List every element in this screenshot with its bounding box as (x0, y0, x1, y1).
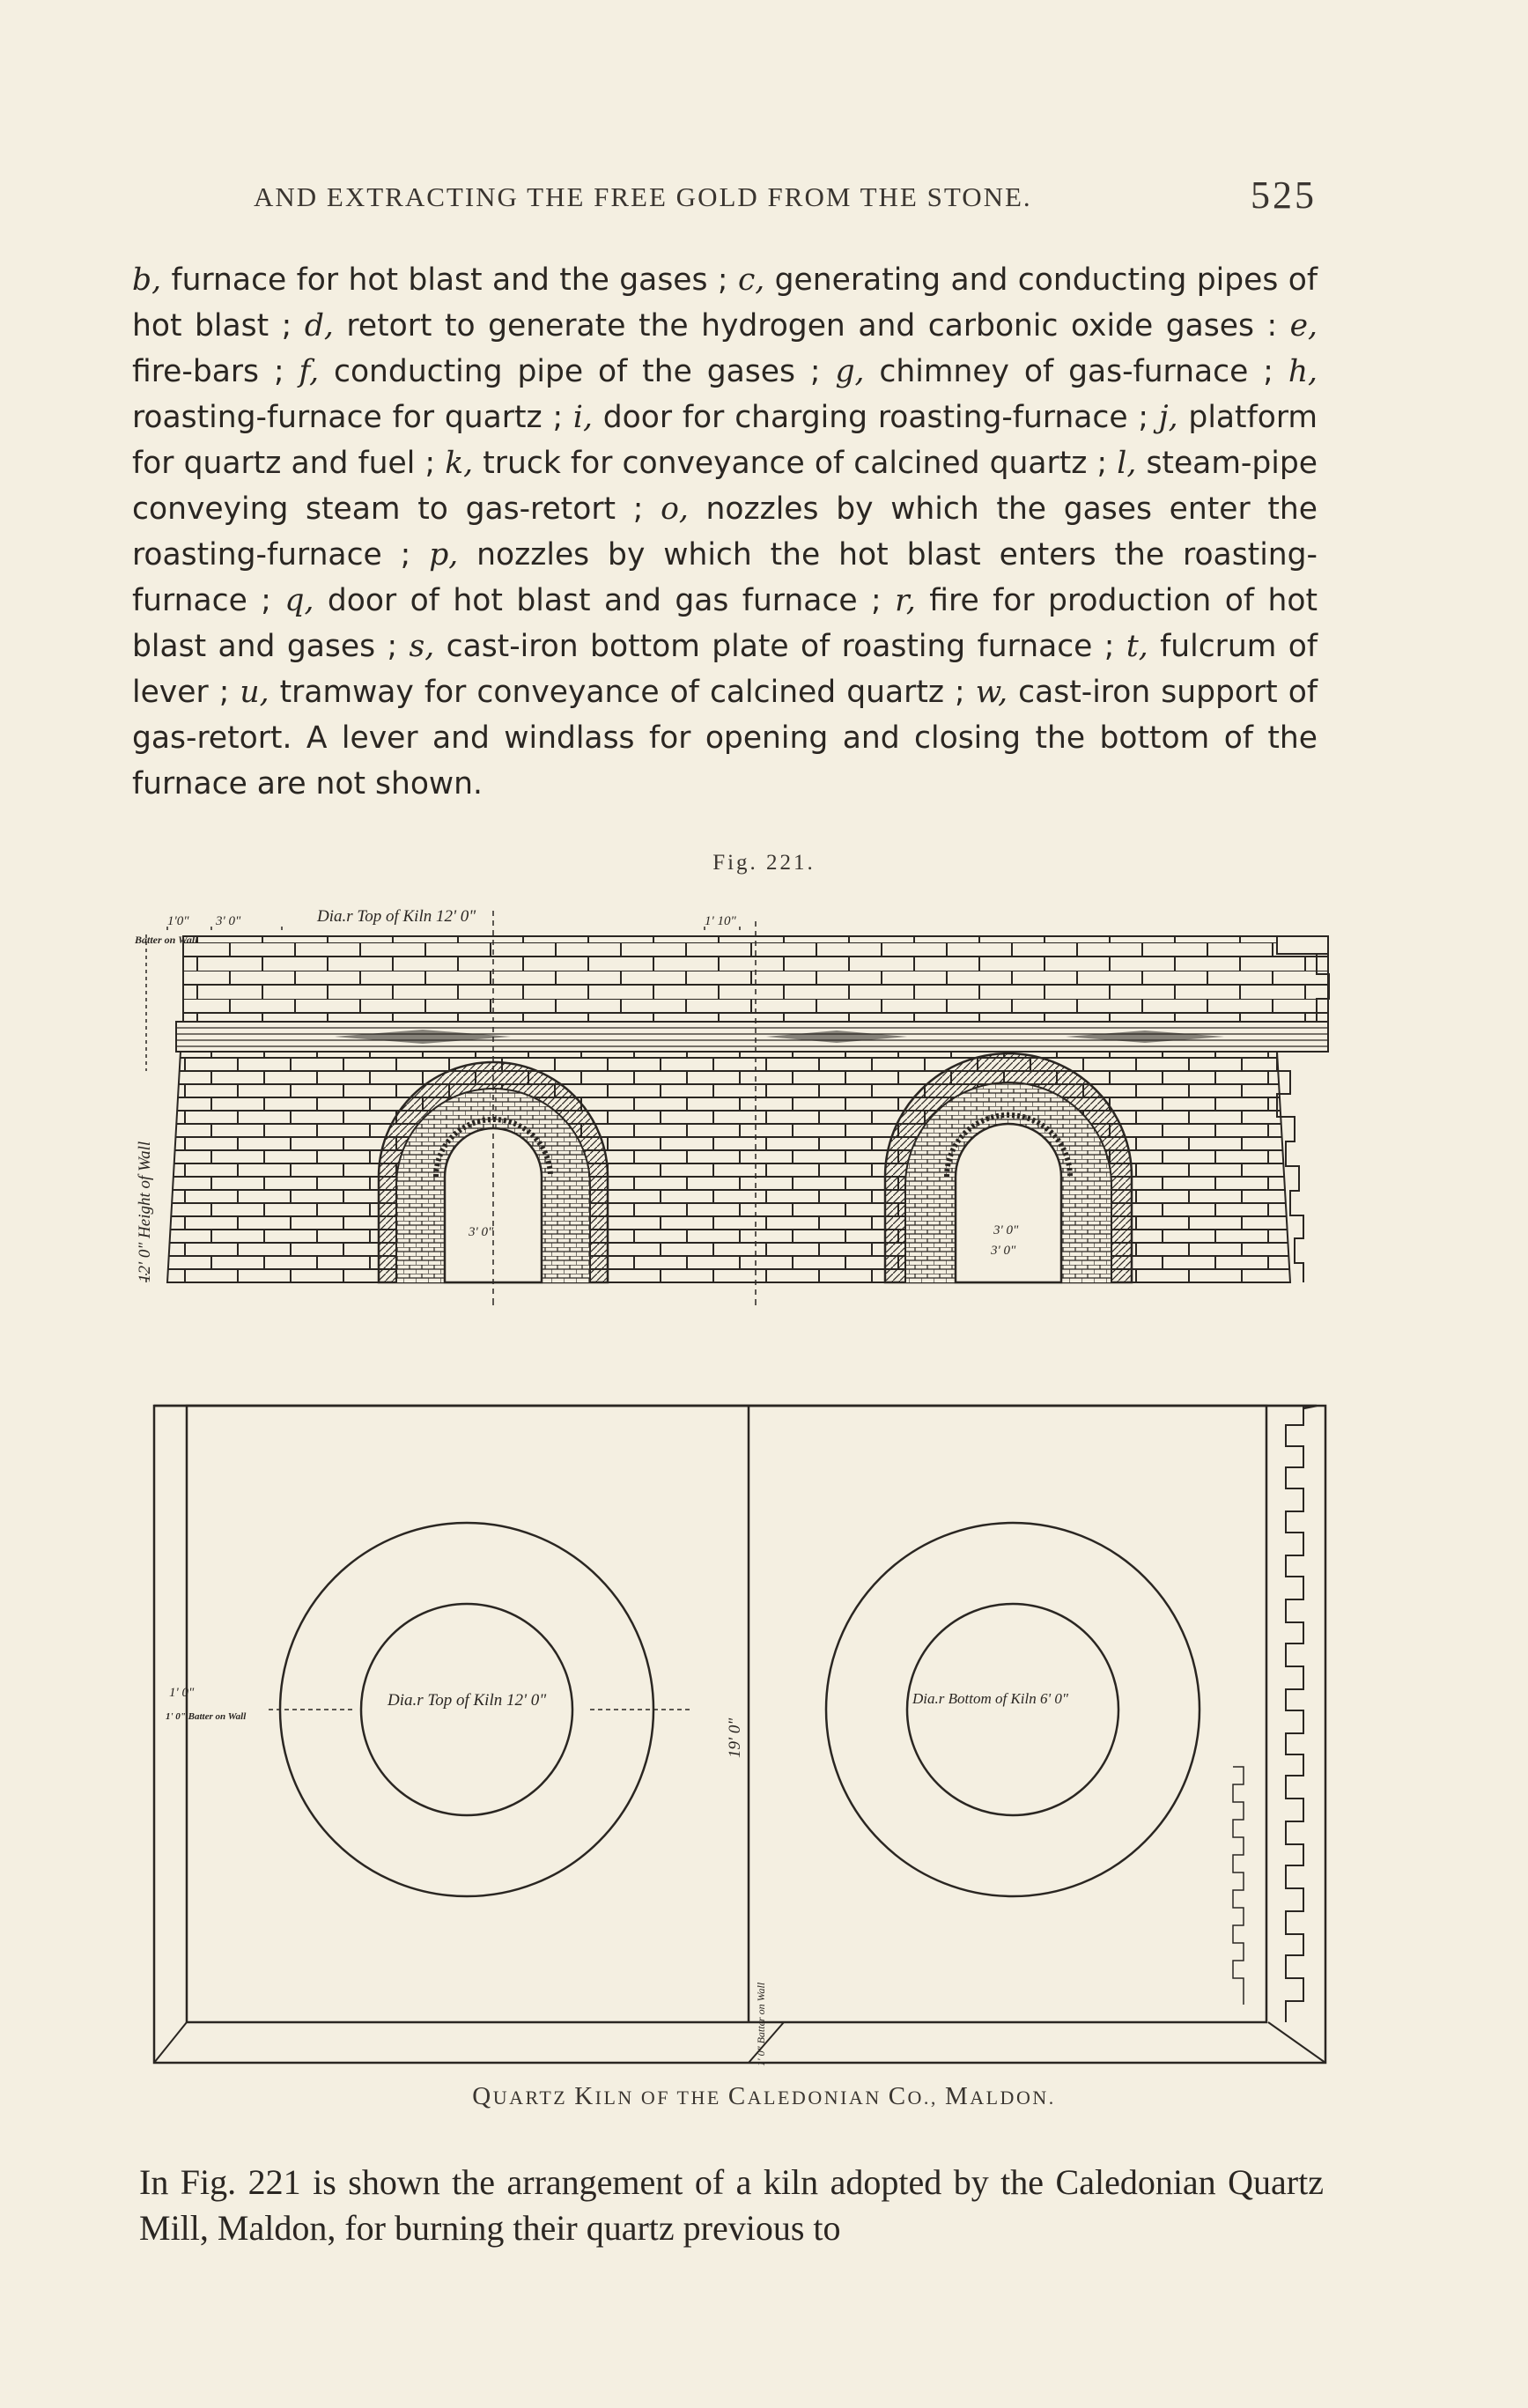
legend-text: nozzles by which the hot blast enters the roasting-furnace ; (132, 537, 1318, 618)
plan-batter-left-1: 1' 0" (169, 1686, 195, 1700)
legend-key: c, (737, 262, 765, 298)
legend-text: fulcrum of lever ; (132, 629, 1318, 710)
legend-text: conducting pipe of the gases ; (319, 354, 836, 389)
batter-on-wall-label: Batter on Wall (135, 934, 198, 946)
arch-offset-label: 3' 0" (216, 914, 241, 928)
legend-paragraph (132, 257, 1318, 807)
legend-text: furnace for hot blast and the gases ; (161, 262, 738, 298)
page-number: 525 (1251, 174, 1317, 217)
right-offset-label: 1' 10" (705, 914, 736, 928)
legend-key: b, (132, 262, 162, 298)
plan-top-kiln-label: Dia.r Top of Kiln 12' 0" (388, 1691, 547, 1710)
legend-text: nozzles by which the gases enter the roasting-furnace ; (132, 491, 1318, 572)
right-kiln-inner-circle (907, 1604, 1118, 1815)
left-kiln-inner-circle (361, 1604, 572, 1815)
right-door-height-label: 3' 0" (991, 1244, 1016, 1258)
right-kiln-outer-circle (826, 1523, 1200, 1896)
legend-text: retort to generate the hydrogen and carbonic oxide gases : (333, 308, 1290, 343)
legend-text: door for charging roasting-furnace ; (592, 400, 1159, 435)
legend-text: generating and conducting pipes of hot blast ; (132, 262, 1318, 343)
legend-key: k, (445, 446, 474, 481)
legend-key: l, (1117, 446, 1137, 481)
legend-key: q, (284, 583, 314, 618)
legend-key: u, (240, 675, 269, 710)
legend-text: truck for conveyance of calcined quartz ; (473, 446, 1118, 481)
legend-key: g, (835, 354, 865, 389)
legend-key: e, (1289, 308, 1318, 343)
batter-offset-label: 1'0" (167, 914, 189, 928)
elevation-top-kiln-label: Dia.r Top of Kiln 12' 0" (317, 907, 476, 926)
legend-key: f, (299, 354, 320, 389)
legend-key: s, (409, 629, 435, 664)
legend-text: cast-iron support of gas-retort. A lever and windlass for opening and closing the bottom of the furnace are not shown. (132, 675, 1318, 801)
legend-key: i, (572, 400, 593, 435)
legend-text: door of hot blast and gas furnace ; (314, 583, 896, 618)
legend-text: tramway for conveyance of calcined quartz ; (269, 675, 976, 710)
plan-width-label: 19' 0" (726, 1717, 744, 1758)
legend-key: h, (1288, 354, 1318, 389)
legend-text: steam-pipe conveying steam to gas-retort ; (132, 446, 1318, 527)
legend-key: p, (429, 537, 459, 572)
kiln-figure (132, 886, 1330, 2075)
legend-text: chimney of gas-furnace ; (864, 354, 1288, 389)
running-head: AND EXTRACTING THE FREE GOLD FROM THE STONE. (254, 181, 1032, 212)
legend-text: platform for quartz and fuel ; (132, 400, 1318, 481)
legend-text: fire for production of hot blast and gases ; (132, 583, 1318, 664)
kiln-drawing (132, 886, 1330, 2075)
legend-key: o, (661, 491, 689, 527)
plan-batter-bottom-label: 1' 0" Batter on Wall (755, 1982, 767, 2066)
plan-batter-left-label: 1' 0" Batter on Wall (166, 1711, 247, 1722)
left-door-width-label: 3' 0" (469, 1225, 494, 1239)
figure-label: Fig. 221. (712, 851, 816, 875)
legend-text: roasting-furnace for quartz ; (132, 400, 573, 435)
legend-key: j, (1158, 400, 1178, 435)
legend-key: w, (975, 675, 1008, 710)
stone-band (176, 1022, 1328, 1052)
figure-caption: QUARTZ KILN OF THE CALEDONIAN CO., MALDON. (472, 2082, 1056, 2110)
legend-key: t, (1126, 629, 1148, 664)
continuation-paragraph: In Fig. 221 is shown the arrangement of a kiln adopted by the Caledonian Quartz Mill, Maldon, for burning their quartz previous to (139, 2162, 1324, 2248)
right-door-width-label: 3' 0" (993, 1223, 1019, 1237)
legend-text: fire-bars ; (132, 354, 299, 389)
legend-key: r, (895, 583, 916, 618)
legend-key: d, (304, 308, 334, 343)
height-of-wall-label: 12' 0" Height of Wall (136, 1141, 154, 1282)
plan-bottom-kiln-label: Dia.r Bottom of Kiln 6' 0" (912, 1690, 1069, 1707)
elevation-view (134, 907, 1330, 1309)
plan-view (154, 1406, 1325, 2066)
legend-text: cast-iron bottom plate of roasting furnace ; (434, 629, 1126, 664)
